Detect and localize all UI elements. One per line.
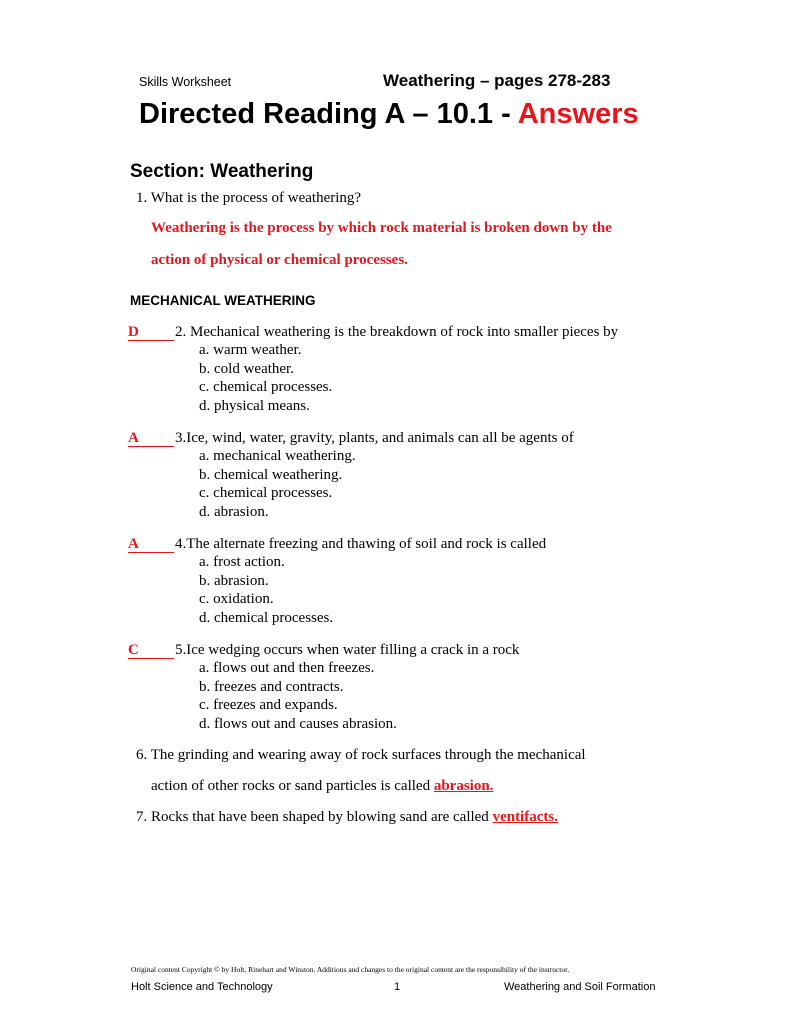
worksheet-label: Skills Worksheet xyxy=(139,75,232,89)
option-item: b. cold weather. xyxy=(199,360,294,377)
question-6-text: action of other rocks or sand particles is called xyxy=(151,778,434,794)
answer-blank: C xyxy=(128,643,174,659)
option-item: b. freezes and contracts. xyxy=(199,678,344,695)
copyright-notice: Original content Copyright © by Holt, Rinehart and Winston. Additions and changes to the original content are the responsibility of the instructor. xyxy=(131,965,570,974)
question-stem: 3.Ice, wind, water, gravity, plants, and animals can all be agents of xyxy=(175,430,574,446)
question-stem: 4.The alternate freezing and thawing of soil and rock is called xyxy=(175,536,547,552)
page-title xyxy=(139,98,639,131)
subheading-mechanical-weathering: MECHANICAL WEATHERING xyxy=(130,293,316,308)
title-answers: Answers xyxy=(517,98,639,130)
title-main: Directed Reading A – 10.1 - xyxy=(139,98,518,130)
option-item: d. physical means. xyxy=(199,397,310,414)
footer-chapter: Weathering and Soil Formation xyxy=(504,981,656,993)
answer-blank: A xyxy=(128,431,174,447)
option-item: b. chemical weathering. xyxy=(199,466,343,483)
question-7-text: 7. Rocks that have been shaped by blowing sand are called xyxy=(136,809,493,825)
question-6-line-2 xyxy=(151,778,493,795)
section-title: Section: Weathering xyxy=(130,161,314,182)
question-6-line-1: 6. The grinding and wearing away of rock surfaces through the mechanical xyxy=(136,747,586,763)
option-item: c. chemical processes. xyxy=(199,485,333,501)
question-6-answer: abrasion. xyxy=(433,778,494,794)
answer-blank: D xyxy=(128,325,174,341)
question-7 xyxy=(136,809,558,826)
question-stem: 5.Ice wedging occurs when water filling a crack in a rock xyxy=(175,642,520,658)
option-item: a. flows out and then freezes. xyxy=(199,660,375,676)
option-item: a. frost action. xyxy=(199,554,285,570)
option-item: d. chemical processes. xyxy=(199,609,334,626)
question-stem: 2. Mechanical weathering is the breakdown of rock into smaller pieces by xyxy=(175,324,619,340)
option-item: d. abrasion. xyxy=(199,503,269,520)
option-list xyxy=(199,659,397,733)
answer-1-line-2: action of physical or chemical processes. xyxy=(151,252,408,268)
answer-blank: A xyxy=(128,537,174,553)
option-list xyxy=(199,553,333,627)
option-item: d. flows out and causes abrasion. xyxy=(199,715,397,732)
option-item: a. warm weather. xyxy=(199,342,302,358)
page-number: 1 xyxy=(394,981,401,993)
answer-1-line-1: Weathering is the process by which rock material is broken down by the xyxy=(151,220,612,236)
question-7-answer: ventifacts. xyxy=(492,809,558,825)
question-1: 1. What is the process of weathering? xyxy=(136,190,362,206)
topic-heading: Weathering – pages 278-283 xyxy=(383,71,611,90)
option-item: a. mechanical weathering. xyxy=(199,448,356,464)
option-item: c. oxidation. xyxy=(199,591,274,607)
option-list xyxy=(199,447,356,521)
option-item: c. chemical processes. xyxy=(199,379,333,395)
option-item: c. freezes and expands. xyxy=(199,697,338,713)
footer-publisher: Holt Science and Technology xyxy=(131,981,273,993)
option-item: b. abrasion. xyxy=(199,572,269,589)
option-list xyxy=(199,341,332,415)
